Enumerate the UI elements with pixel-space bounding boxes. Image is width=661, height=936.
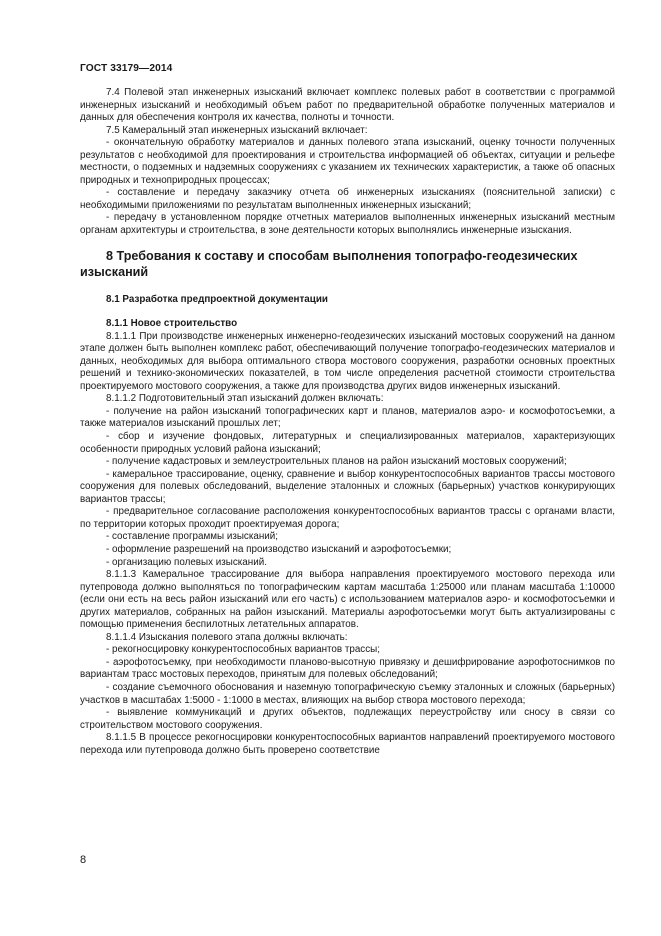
list-item: - аэрофотосъемку, при необходимости планово-высотную привязку и дешифрирование аэрофотоснимков по вариантам трасс мостовых переходов, принятым для полевых обследований;	[80, 656, 615, 681]
list-item: - составление программы изысканий;	[106, 531, 279, 543]
paragraph: 7.4 Полевой этап инженерных изысканий включает комплекс полевых работ в соответствии с программой инженерных изысканий и необходимый объем работ по предварительной обработке полученных материалов и данных для обеспечения контроля их качества, полноты и точности.	[80, 87, 615, 124]
list-item: - создание съемочного обоснования и наземную топографическую съемку эталонных и сложных (барьерных) участков в масштабах 1:5000 - 1:1000 в местах, влияющих на выбор створа мостового перехода;	[80, 681, 615, 706]
page-number: 8	[80, 854, 87, 866]
paragraph: - передачу в установленном порядке отчетных материалов выполненных инженерных изысканий местным органам архитектуры и строительства, в зоне деятельности которых выполнялись инженерные изыскания.	[80, 212, 615, 237]
subsection-title: 8.1 Разработка предпроектной документации	[106, 293, 328, 305]
list-item: - камеральное трассирование, оценку, сравнение и выбор конкурентоспособных вариантов трассы мостового сооружения для полевых обследований, выделение эталонных и сложных (барьерных) участков конкурирующих вариантов трассы;	[80, 468, 615, 505]
paragraph: - окончательную обработку материалов и данных полевого этапа изысканий, оценку точности полученных результатов с необходимой для проектирования и строительства информацией об объектах, ситуации и рельефе местности, о подземных и надземных сооружениях с указанием их технических характеристик, а также об опасных природных и техноприродных процессах;	[80, 137, 615, 186]
paragraph: 8.1.1.3 Камеральное трассирование для выбора направления проектируемого мостового перехода или путепровода должно выполняться по топографическим картам масштаба 1:25000 или планам масштаба 1:10000 (если они есть на весь район изысканий или его часть) с использованием материалов аэро- и космофотосъемки и других материалов, собранных на район изысканий. Материалы аэрофотосъемки могут быть актуализированы с помощью применения беспилотных летательных аппаратов.	[80, 569, 615, 631]
list-item: - организацию полевых изысканий.	[106, 556, 267, 568]
section-title: 8 Требования к составу и способам выполнения топографо-геодезических изысканий	[80, 248, 578, 279]
list-item: - оформление разрешений на производство изысканий и аэрофотосъемки;	[106, 543, 452, 555]
paragraph: - составление и передачу заказчику отчета об инженерных изысканиях (пояснительной записки) с необходимыми приложениями по результатам выполненных инженерных изысканий;	[80, 187, 615, 211]
paragraph: 8.1.1.1 При производстве инженерных инженерно-геодезических изысканий мостовых сооружений на данном этапе должен быть выполнен комплекс работ, обеспечивающий получение топографо-геодезических материалов и данных, необходимых для выбора оптимального створа мостового сооружения, разработки основных проектных решений и технико-экономических показателей, в том числе определения расчетной стоимости строительства проектируемого мостового сооружения, а также для производства других видов инженерных изысканий.	[80, 330, 615, 392]
list-item: - рекогносцировку конкурентоспособных вариантов трассы;	[106, 644, 380, 656]
list-item: - сбор и изучение фондовых, литературных и специализированных материалов, характеризующих особенности природных условий района изысканий;	[80, 431, 615, 455]
paragraph: 8.1.1.5 В процессе рекогносцировки конкурентоспособных вариантов направлений проектируемого мостового перехода или путепровода должно быть проверено соответствие	[80, 732, 615, 756]
paragraph: 8.1.1.4 Изыскания полевого этапа должны включать:	[106, 631, 348, 643]
paragraph: 8.1.1.2 Подготовительный этап изысканий должен включать:	[106, 393, 384, 405]
list-item: - предварительное согласование расположения конкурентоспособных вариантов трассы с органами власти, по территории которых проходит проектируемая дорога;	[80, 506, 615, 530]
subsubsection-title: 8.1.1 Новое строительство	[106, 318, 238, 330]
list-item: - получение кадастровых и землеустроительных планов на район изысканий мостовых сооружений;	[106, 456, 567, 468]
document-body	[80, 87, 615, 757]
list-item: - выявление коммуникаций и других объектов, подлежащих переустройству или сносу в связи со строительством мостового сооружения.	[80, 707, 615, 731]
list-item: - получение на район изысканий топографических карт и планов, материалов аэро- и космофотосъемки, а также материалов изысканий прошлых лет;	[80, 405, 615, 430]
paragraph: 7.5 Камеральный этап инженерных изысканий включает:	[106, 124, 368, 136]
document-header: ГОСТ 33179—2014	[80, 63, 173, 74]
